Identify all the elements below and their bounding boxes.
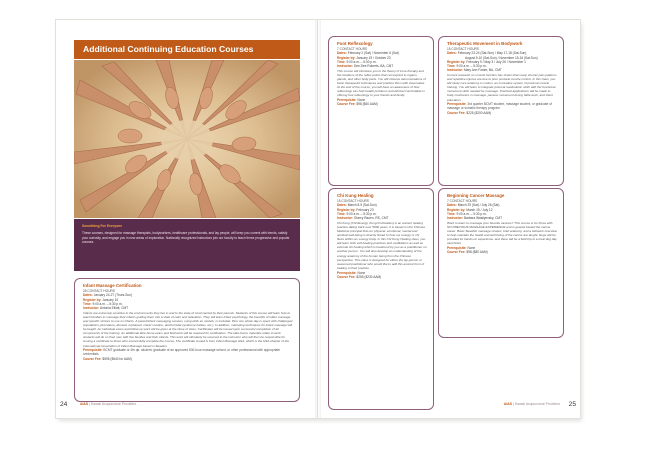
register-value: January 10 [102,297,119,302]
register-value: January 19 / October 23 [356,55,391,60]
instructor-label: Instructor: [83,306,99,310]
register-label: Register by: [337,55,356,60]
course-card-therapeutic-movement [438,36,564,186]
hands-in-sand-photo [74,60,300,218]
dates-label: Dates: [447,51,457,56]
page-number-right: 25 [568,401,576,408]
running-head-text: | Hawaii Acupuncture Providers [89,402,137,406]
time-label: Time: [337,59,346,64]
course-title: Therapeutic Movement in Bodywork [447,41,523,46]
contact-hours: 15 CONTACT HOURS [447,47,479,52]
course-description: Infants are extremely sensitive to the environments they live in and to the state of mind carried by their parents. Students of this course will learn how to teach families to massage their infants guiding them into a state of calm and relaxation. They will learn infant psychology, the benefits of infant massage and specific strokes to use on infants. A parent/infant massaging session, using dolls as models, is included. Plus one whole day is spent with challenged populations (premature, abused, orphaned, crack/ cocaine, alcohol fetal syndrome babies, etc.). In addition, marketing techniques for infant massage will be taught. An individual exam and follow-up work will be given at the close of class. Certificates will be issued upon successful completion of all components of the training. An additional take-home exam and field work will be required for certification. The take-home materials relate to work students will do on their own with five families and their infants. This work will ultimately be returned to the instructor who will then be responsible for issuing a certificate to those who successfully complete the course. The certificate issued is from Infant Massage USA, which is the USA chapter of the International Association of Infant Massage based in Sweden. [83,310,293,348]
instructor-label: Instructor: [337,64,353,68]
contact-hours: 15 CONTACT HOURS [337,199,369,204]
fee-label: Course Fee: [83,356,102,361]
dates-value: February 2 (Sat) / November 6 (Sat) [347,51,399,56]
course-description: This course will introduce you to the theory of zone therapy and the locations of the reflex points that correspond to organs, glands, and other body parts. You will observe demonstrations of basic therapeutic techniques and practice them with classmates. At the end of the course, you will have an awareness of how reflexology can help health problems and will feel comfortable in offering foot reflexology to your friends and family. [337,68,426,98]
contact-hours: 7 CONTACT HOURS [337,47,368,52]
time-label: Time: [447,211,456,216]
course-card-infant-massage [74,278,300,402]
intro-box [74,219,300,271]
time-label: Time: [83,301,92,306]
prereq-label: Prerequisite: [447,102,467,107]
course-title: Beginning Cancer Massage [447,193,505,198]
instructor-value: Dee Dee Roberts, BA, CMT [353,64,394,68]
prereq-value: None [357,98,366,103]
prereq-value: BCMT graduate or 4th qtr. student; graduate of an approved 500-hour massage school; or other professional with appropriate credentials. [83,348,280,357]
course-card-cancer-massage [438,188,564,338]
prereq-row [447,102,557,110]
register-value: March 15 / July 12 [466,207,493,212]
dates-value: January 24-27 (Thurs-Sun) [93,293,133,298]
instructor-row [447,68,557,72]
dates-label: Dates: [337,51,347,56]
fee-value: $98 ($80 AAM) [466,250,488,255]
running-head-label: AIAS [80,402,89,406]
spine-gutter [315,20,321,418]
dates-label: Dates: [447,203,457,208]
hands-in-sand-illustration [74,60,300,218]
course-description: Chi Kung (Chi=Energy, Kung=Cultivation) is an ancient healing practice dating back over 5000 years. It is based on the Chinese Medicine principal that our physical, emotional, mental and spiritual well-being is directly linked to how our energy or chi flows within our energy body. In this Chi Kung Healing class, you will learn both self-healing practices and meditations as well as external chi healing which is treatment by you as a practitioner on another person. You will also develop an understanding of the energy anatomy of the human being from the Chinese perspective. This class is designed for either the lay-person or seasoned practitioner who would like to add this ancient form of healing to their practice. [337,220,427,270]
fee-label: Course Fee: [447,250,466,255]
left-page [56,20,318,418]
instructor-row [83,306,293,310]
course-description: Current research on muscle function has shown that many chronic pain patterns and repetitive injuries are due to poor postural muscle control. In this class, you will study core anatomy in motion, an innovative system of postural muscle training. You will learn to integrate postural reeducation skills with the functional movement skills needed for massage. Practical applications will be made to body mechanics in massage, passive movement during table work, and client education. [447,73,557,102]
register-label: Register by: [447,207,466,212]
contact-hours: 28 CONTACT HOURS [83,289,115,294]
fee-row [337,275,427,279]
fee-value: $595 ($540 for AAM) [102,356,132,361]
dates-label: Dates: [337,203,347,208]
course-card-foot-reflexology [328,36,434,186]
prereq-label: Prerequisite: [337,270,357,275]
time-value: 9:00 a.m. – 5:30 p.m. [346,211,377,216]
course-title: Foot Reflexology [337,41,373,46]
instructor-row [337,64,427,68]
intro-heading: Something For Everyone [82,224,123,228]
register-value: February 23 [356,207,374,212]
page-title: Additional Continuing Education Courses [74,40,300,59]
instructor-label: Instructor: [447,216,463,220]
instructor-label: Instructor: [447,68,463,73]
time-label: Time: [337,211,346,216]
running-head-left [80,402,136,406]
prereq-label: Prerequisite: [337,98,357,103]
prereq-row [83,348,293,356]
fee-label: Course Fee: [447,110,466,115]
fee-row [337,102,427,106]
dates-extra-row: August 9-10 (Sat-Sun) / November 15-16 (Sat-Sun) [465,55,538,60]
fee-row [83,357,293,361]
fee-label: Course Fee: [337,102,356,107]
instructor-value: Sherry Rauen, RS, CMT [353,216,389,220]
course-card-chi-kung [328,188,434,410]
contact-hours: 7 CONTACT HOURS [447,199,478,204]
page-number-left: 24 [60,401,68,408]
instructor-row [337,216,427,220]
time-value: 9:00 a.m. – 5:30 p.m. [456,211,487,216]
time-value: 9:00 a.m. – 5:30 p.m. [92,301,123,306]
prereq-value: None [467,245,476,250]
fee-value: $98 ($60 AAM) [356,102,378,107]
running-head-text: | Hawaii Acupuncture Providers [512,402,560,406]
instructor-value: Mary Ann Foster, BA, CMT [463,68,502,73]
prereq-value: None [357,270,366,275]
register-label: Register by: [337,207,356,212]
dates-label: Dates: [83,293,93,298]
intro-body: These courses, designed for massage therapists, bodyworkers, healthcare professionals, and lay people, will keep you current with trends, satisfy your curiosity, and engage you in new areas of exploration. Nationally recognized instructors join our faculty to teach these progressive and popular courses. [82,231,290,245]
brochure-spread [56,20,580,418]
right-page [318,20,580,418]
course-description: Want to learn to massage your favorite canines? This course is for those with NO PREVIOUS MASSAGE EXPERIENCE and is geared toward the canine owner. Basic Swedish massage strokes, brief anatomy, and a behavior overview to help maintain the health and well being of the canine are taught. Dogs will be provided for hands-on experience, and there will be a field trip to a local dog day care/hotel. [447,220,557,246]
course-title: Infant Massage Certification [83,283,142,288]
fee-value: $255 ($230 AAM) [356,274,382,279]
instructor-row [447,216,557,220]
running-head-right [504,402,560,406]
instructor-value: Barbara Wasilyevsky, CMT [463,216,503,220]
dates-value: February 23-24 (Sat-Sun) / May 17-18 (Sat-Sun) [457,51,527,56]
time-label: Time: [447,64,456,68]
dates-value: March 8-9 (Sat-Sun) [347,203,377,208]
fee-row [447,111,557,115]
instructor-value: Antonia Elliott, CMT [99,306,129,310]
fee-row [447,250,557,254]
register-value: February 9 / May 3 / July 26 / November 1 [466,59,526,64]
fee-value: $225 ($200 AAM) [466,110,492,115]
time-value: 9:00 a.m. – 5:00 p.m. [346,59,377,64]
prereq-label: Prerequisite: [83,348,103,353]
running-head-label: AIAS [503,402,512,406]
register-label: Register by: [447,59,466,64]
fee-label: Course Fee: [337,274,356,279]
prereq-label: Prerequisite: [447,245,467,250]
dates-value: March 29 (Sat) / July 26 (Sat) [457,203,500,208]
prereq-value: 3rd quarter BCMT student, massage student, or graduate of massage or somatic therapy program [447,102,552,111]
instructor-label: Instructor: [337,216,353,220]
register-label: Register by: [83,297,102,302]
time-value: 9:00 a.m. – 5:30 p.m. [456,64,487,68]
course-title: Chi Kung Healing [337,193,374,198]
